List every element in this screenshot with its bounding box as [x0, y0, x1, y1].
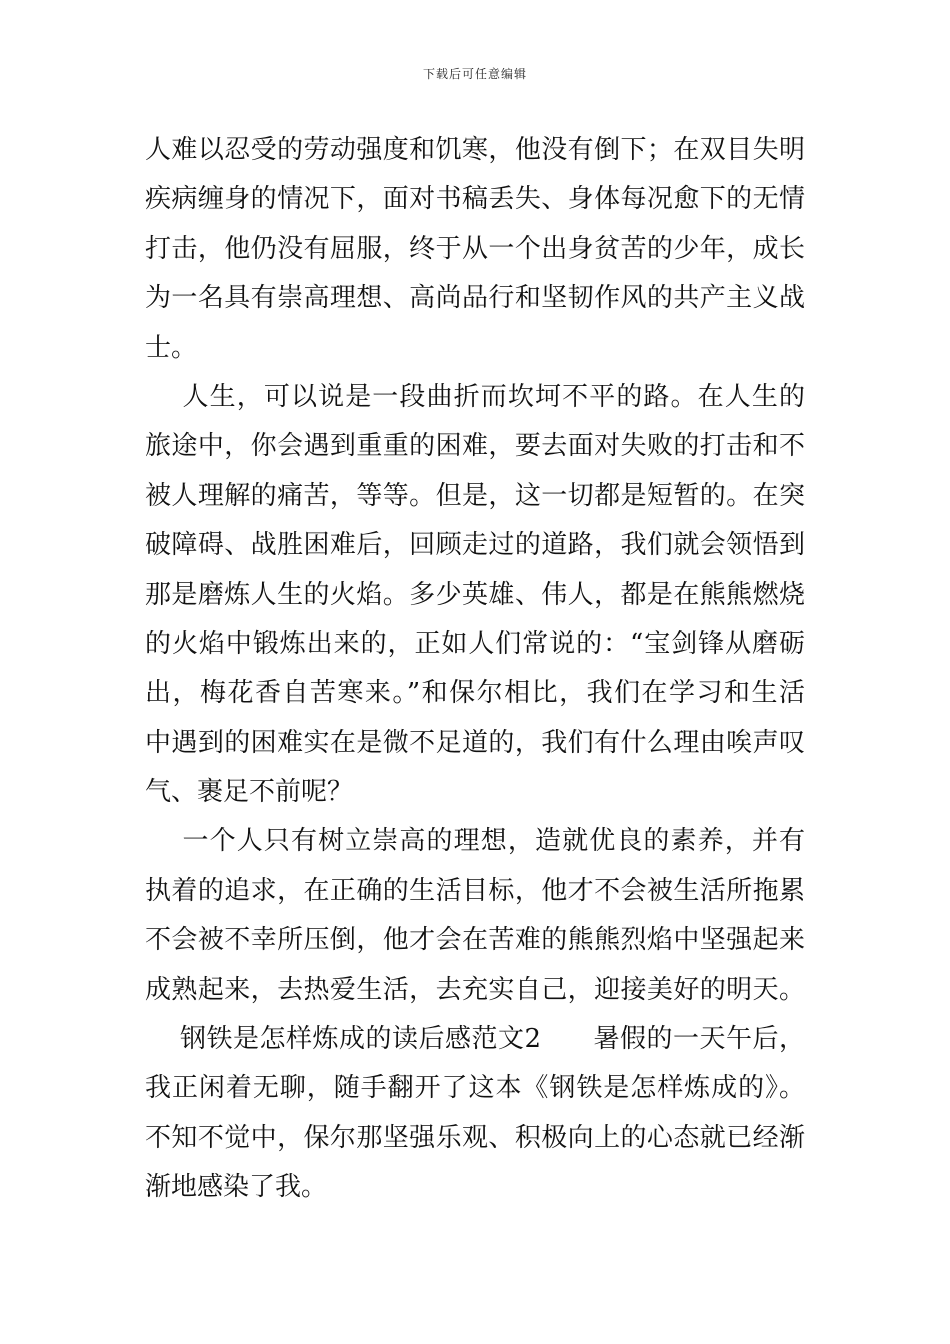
text-line: 渐地感染了我。 [145, 1172, 328, 1203]
text-line: 破障碍、战胜困难后，回顾走过的道路，我们就会领悟到 [145, 530, 805, 561]
text-line: 士。 [145, 332, 198, 363]
text-line: 一个人只有树立崇高的理想，造就优良的素养，并有 [145, 826, 805, 857]
text-line: 执着的追求，在正确的生活目标，他才不会被生活所拖累 [145, 875, 805, 906]
text-line: 气、裹足不前呢？ [145, 777, 354, 808]
body-text [145, 126, 805, 1213]
text-line: 出，梅花香自苦寒来。”和保尔相比，我们在学习和生活 [145, 678, 805, 709]
text-line: 人生，可以说是一段曲折而坎坷不平的路。在人生的 [145, 381, 805, 412]
text-line: 旅途中，你会遇到重重的困难，要去面对失败的打击和不 [145, 431, 805, 462]
text-line: 我正闲着无聊，随手翻开了这本《钢铁是怎样炼成的》。 [145, 1073, 805, 1104]
text-line: 成熟起来，去热爱生活，去充实自己，迎接美好的明天。 [145, 974, 805, 1005]
text-line: 钢铁是怎样炼成的读后感范文2 暑假的一天午后， [145, 1024, 805, 1055]
text-line: 不会被不幸所压倒，他才会在苦难的熊熊烈焰中坚强起来 [145, 925, 805, 956]
text-line: 的火焰中锻炼出来的，正如人们常说的：“宝剑锋从磨砺 [145, 628, 805, 659]
text-line: 打击，他仍没有屈服，终于从一个出身贫苦的少年，成长 [145, 233, 805, 264]
page-header-note: 下载后可任意编辑 [422, 67, 527, 81]
text-line: 那是磨炼人生的火焰。多少英雄、伟人，都是在熊熊燃烧 [145, 579, 805, 610]
text-line: 中遇到的困难实在是微不足道的，我们有什么理由唉声叹 [145, 727, 805, 758]
text-line: 被人理解的痛苦，等等。但是，这一切都是短暂的。在突 [145, 480, 805, 511]
text-line: 人难以忍受的劳动强度和饥寒，他没有倒下；在双目失明 [145, 135, 805, 165]
text-line: 为一名具有崇高理想、高尚品行和坚韧作风的共产主义战 [145, 283, 805, 314]
text-line: 疾病缠身的情况下，面对书稿丢失、身体每况愈下的无情 [145, 184, 805, 215]
text-line: 不知不觉中，保尔那坚强乐观、积极向上的心态就已经渐 [145, 1122, 805, 1153]
